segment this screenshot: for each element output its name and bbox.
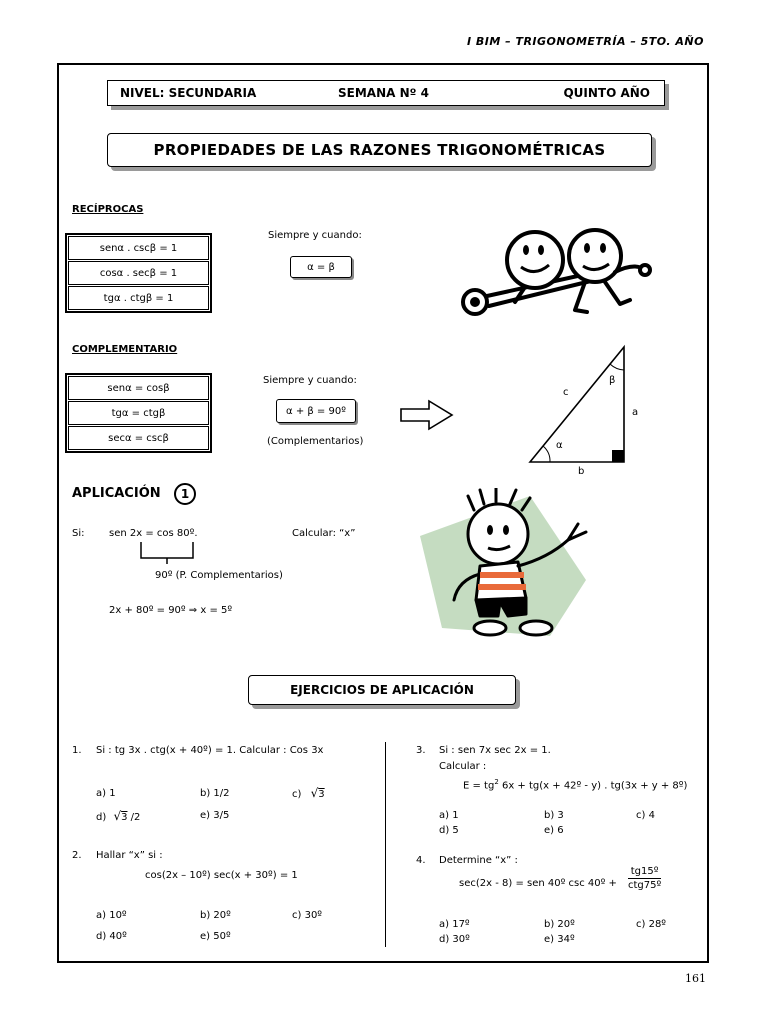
radicand: 3 [318, 789, 325, 800]
formula-row: tgα = ctgβ [68, 401, 209, 425]
column-divider [385, 742, 386, 947]
angle-beta-label: β [609, 375, 616, 386]
formula-row: secα = cscβ [68, 426, 209, 450]
exercise-4-option-d: d) 30º [439, 934, 470, 945]
grado-label: QUINTO AÑO [563, 86, 650, 100]
semana-label: SEMANA Nº 4 [338, 86, 429, 100]
exercise-1-number: 1. [72, 745, 82, 756]
exercise-1-option-d [96, 809, 140, 823]
ejercicios-bar [248, 675, 516, 705]
angle-alpha-label: α [556, 440, 563, 451]
info-bar [107, 80, 665, 106]
fraction-numerator: tg15º [628, 866, 661, 879]
nivel-label: NIVEL: SECUNDARIA [120, 86, 257, 100]
exercise-3-option-c: c) 4 [636, 810, 655, 821]
side-c-label: c [563, 387, 569, 398]
page-title: PROPIEDADES DE LAS RAZONES TRIGONOMÉTRICAS [153, 141, 606, 159]
aplicacion-si: Si: [72, 528, 85, 539]
formula-row: cosα . secβ = 1 [68, 261, 209, 285]
page-number: 161 [685, 972, 706, 985]
complementario-heading: COMPLEMENTARIO [72, 344, 178, 355]
option-suffix: /2 [130, 812, 141, 823]
exercise-4-text: Determine “x” : [439, 855, 518, 866]
title-bar [107, 133, 652, 167]
complementario-note: (Complementarios) [267, 436, 364, 447]
aplicacion-heading: APLICACIÓN [72, 486, 161, 501]
aplicacion-number: 1 [180, 487, 190, 501]
exercise-1-option-c [292, 786, 325, 800]
right-arrow-icon [399, 399, 455, 431]
exercise-2-text: Hallar “x” si : [96, 850, 163, 861]
reciprocas-heading: RECÍPROCAS [72, 204, 144, 215]
exercise-4-option-b: b) 20º [544, 919, 575, 930]
cartoon-wheelbarrow-illustration [455, 222, 660, 327]
exercise-4-formula: sec(2x - 8) = sen 40º csc 40º + [459, 878, 617, 889]
exercise-1-option-b: b) 1/2 [200, 788, 230, 799]
running-header: I BIM – TRIGONOMETRÍA – 5TO. AÑO [466, 35, 704, 48]
radicand: 3 [121, 812, 128, 823]
exercise-1-option-e: e) 3/5 [200, 810, 230, 821]
exercise-2-option-c: c) 30º [292, 910, 323, 921]
page-frame [57, 63, 709, 963]
exercise-4-fraction [628, 866, 661, 891]
exercise-1-text: Si : tg 3x . ctg(x + 40º) = 1. Calcular : Cos 3x [96, 745, 324, 756]
sqrt-icon: √ [310, 786, 319, 800]
exercise-4-option-e: e) 34º [544, 934, 575, 945]
complementario-condition: α + β = 90º [276, 399, 356, 423]
formula-row: tgα . ctgβ = 1 [68, 286, 209, 310]
reciprocas-formula-box [65, 233, 212, 313]
side-a-label: a [632, 407, 639, 418]
right-triangle-diagram [520, 340, 650, 480]
option-letter: d) [96, 812, 107, 823]
exercise-3-formula [463, 778, 687, 791]
ejercicios-heading: EJERCICIOS DE APLICACIÓN [290, 683, 474, 697]
exercise-2-option-e: e) 50º [200, 931, 231, 942]
exercise-2-formula: cos(2x – 10º) sec(x + 30º) = 1 [145, 870, 298, 881]
aplicacion-equation: sen 2x = cos 80º. [109, 528, 198, 539]
exercise-3-option-a: a) 1 [439, 810, 459, 821]
complementario-condition-label: Siempre y cuando: [263, 375, 357, 386]
formula-part: 6x + tg(x + 42º - y) . tg(3x + y + 8º) [498, 780, 688, 792]
exercise-1-option-a: a) 1 [96, 788, 116, 799]
cartoon-boy-illustration [418, 488, 590, 644]
exercise-3-option-e: e) 6 [544, 825, 564, 836]
side-b-label: b [578, 466, 585, 477]
exercise-3-option-d: d) 5 [439, 825, 459, 836]
aplicacion-calcular: Calcular: “x” [292, 528, 356, 539]
exercise-4-option-c: c) 28º [636, 919, 667, 930]
aplicacion-brace-note: 90º (P. Complementarios) [155, 570, 283, 581]
aplicacion-solution: 2x + 80º = 90º ⇒ x = 5º [109, 605, 233, 616]
exercise-3-number: 3. [416, 745, 426, 756]
reciprocas-condition-label: Siempre y cuando: [268, 230, 362, 241]
exercise-4-option-a: a) 17º [439, 919, 470, 930]
sqrt-icon: √ [113, 809, 122, 823]
formula-row: senα = cosβ [68, 376, 209, 400]
formula-row: senα . cscβ = 1 [68, 236, 209, 260]
exercise-2-option-a: a) 10º [96, 910, 127, 921]
aplicacion-number-badge [174, 483, 196, 505]
exercise-3-calcular: Calcular : [439, 761, 487, 772]
complementario-formula-box [65, 373, 212, 453]
exercise-3-text: Si : sen 7x sec 2x = 1. [439, 745, 551, 756]
exercise-4-number: 4. [416, 855, 426, 866]
exercise-2-number: 2. [72, 850, 82, 861]
fraction-denominator: ctg75º [628, 880, 662, 891]
exercise-3-option-b: b) 3 [544, 810, 564, 821]
exercise-2-option-b: b) 20º [200, 910, 231, 921]
complement-brace [133, 540, 203, 564]
formula-part: E = tg [463, 780, 495, 792]
exercise-2-option-d: d) 40º [96, 931, 127, 942]
option-letter: c) [292, 789, 302, 800]
formula-exponent: 2 [494, 778, 499, 786]
reciprocas-condition: α = β [290, 256, 352, 278]
